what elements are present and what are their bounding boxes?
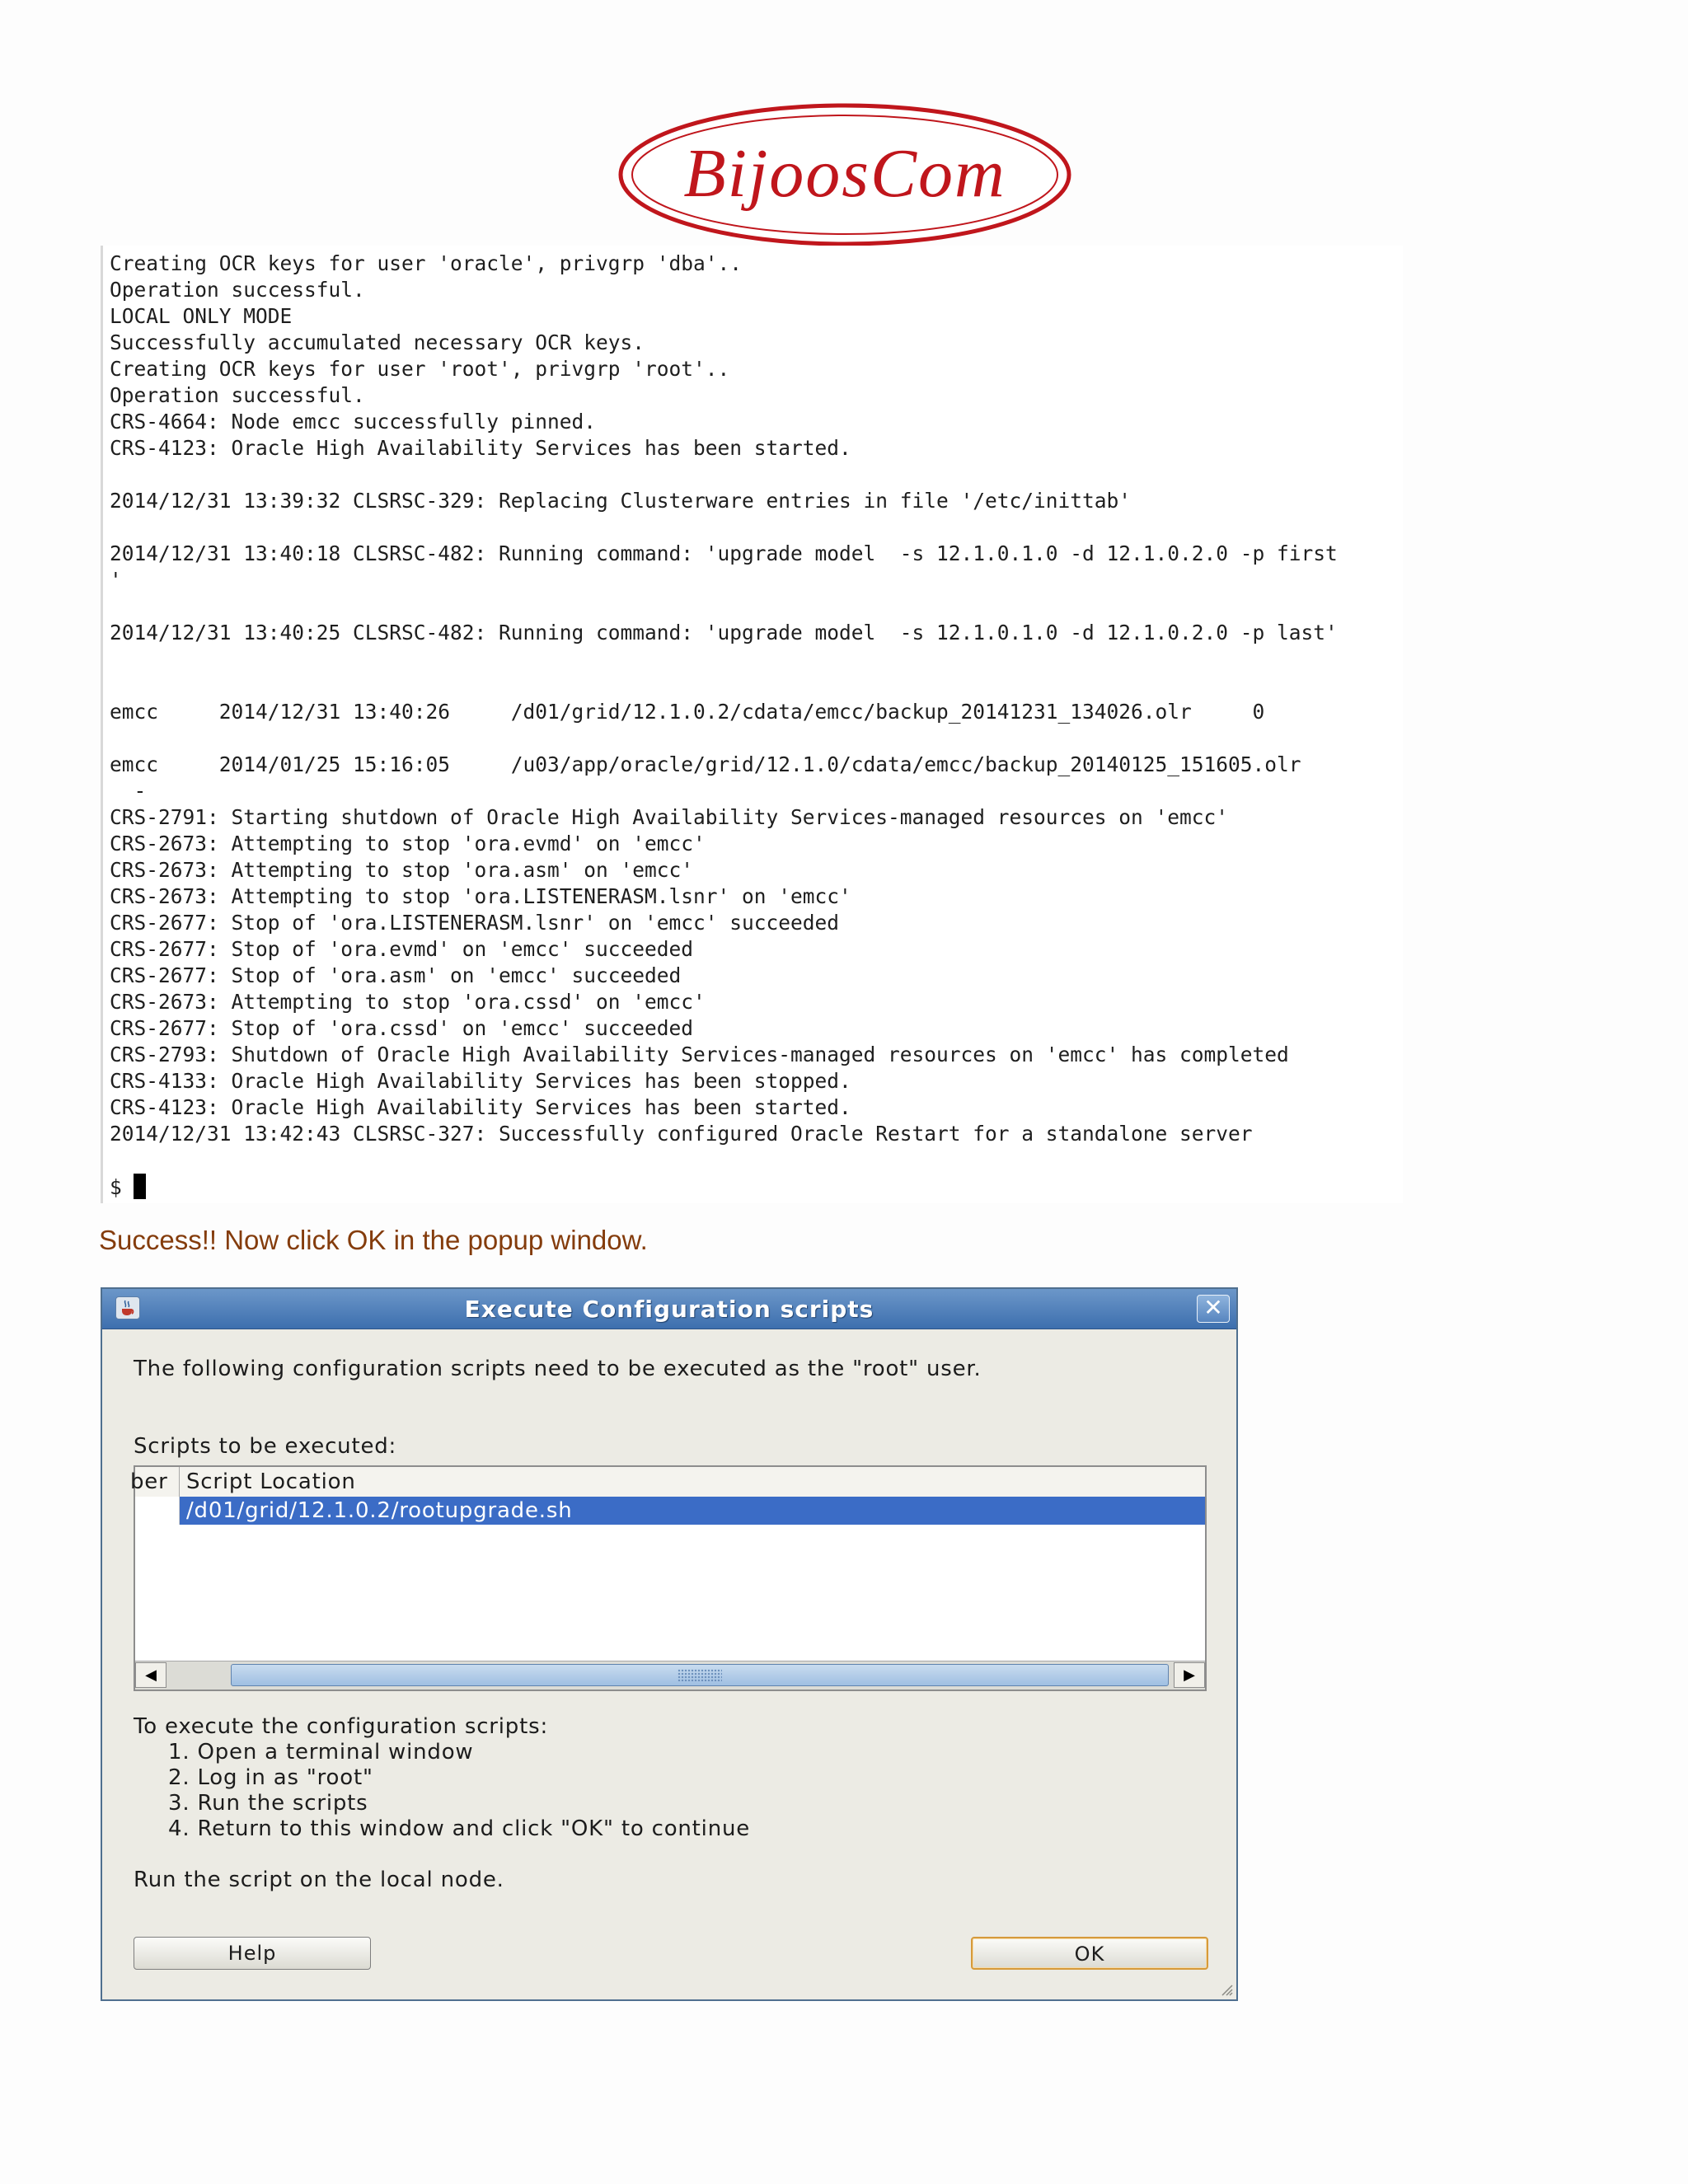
terminal-line: CRS-2673: Attempting to stop 'ora.cssd' on 'emcc' bbox=[110, 990, 706, 1014]
terminal-line bbox=[110, 514, 1403, 541]
terminal-line: emcc 2014/12/31 13:40:26 /d01/grid/12.1.0.2/cdata/emcc/backup_20141231_134026.olr 0 bbox=[110, 700, 1265, 724]
terminal-line: Operation successful. bbox=[110, 278, 365, 302]
instruction-step: 3. Run the scripts bbox=[168, 1791, 368, 1816]
terminal-line: Operation successful. bbox=[110, 383, 365, 407]
dialog-title: Execute Configuration scripts bbox=[464, 1296, 874, 1323]
scripts-label: Scripts to be executed: bbox=[134, 1434, 397, 1459]
scrollbar-thumb[interactable] bbox=[231, 1664, 1169, 1686]
table-row[interactable] bbox=[135, 1497, 1205, 1525]
scroll-left-button[interactable] bbox=[135, 1662, 166, 1688]
terminal-line: CRS-4123: Oracle High Availability Services has been started. bbox=[110, 1095, 851, 1119]
terminal-line bbox=[110, 462, 1403, 488]
terminal-output bbox=[101, 246, 1403, 1203]
terminal-line: Creating OCR keys for user 'root', privgrp 'root'.. bbox=[110, 357, 730, 381]
terminal-line: Successfully accumulated necessary OCR keys. bbox=[110, 330, 645, 354]
dialog-titlebar[interactable] bbox=[102, 1289, 1236, 1329]
horizontal-scrollbar[interactable] bbox=[135, 1661, 1205, 1690]
terminal-line bbox=[110, 725, 1403, 752]
terminal-line: CRS-2677: Stop of 'ora.evmd' on 'emcc' succeeded bbox=[110, 937, 694, 961]
terminal-line bbox=[110, 673, 1403, 699]
terminal-line: CRS-4664: Node emcc successfully pinned. bbox=[110, 410, 597, 434]
terminal-line: CRS-2673: Attempting to stop 'ora.LISTENERASM.lsnr' on 'emcc' bbox=[110, 884, 851, 908]
dialog-intro-text: The following configuration scripts need to be executed as the "root" user. bbox=[134, 1357, 982, 1381]
terminal-line: ' bbox=[110, 568, 122, 592]
arrow-right-icon: ▶ bbox=[1184, 1666, 1195, 1684]
terminal-line: CRS-2793: Shutdown of Oracle High Availability Services-managed resources on 'emcc' has completed bbox=[110, 1043, 1289, 1066]
bijooscom-logo bbox=[614, 101, 1076, 249]
execute-configuration-scripts-dialog bbox=[101, 1287, 1238, 2001]
scripts-table[interactable] bbox=[130, 1465, 1207, 1691]
local-node-note: Run the script on the local node. bbox=[134, 1868, 504, 1892]
terminal-line: CRS-2791: Starting shutdown of Oracle High Availability Services-managed resources on 'emcc' bbox=[110, 805, 1229, 829]
terminal-line: CRS-2677: Stop of 'ora.cssd' on 'emcc' succeeded bbox=[110, 1016, 694, 1040]
terminal-line: CRS-4133: Oracle High Availability Services has been stopped. bbox=[110, 1069, 851, 1093]
terminal-line: Creating OCR keys for user 'oracle', privgrp 'dba'.. bbox=[110, 251, 743, 275]
shell-prompt: $ bbox=[110, 1175, 122, 1199]
script-location-cell[interactable]: /d01/grid/12.1.0.2/rootupgrade.sh bbox=[180, 1497, 1205, 1525]
row-number-cell[interactable] bbox=[135, 1497, 180, 1525]
terminal-line: CRS-2677: Stop of 'ora.asm' on 'emcc' succeeded bbox=[110, 963, 682, 987]
terminal-line bbox=[110, 593, 1403, 620]
terminal-line: CRS-4123: Oracle High Availability Services has been started. bbox=[110, 436, 851, 460]
table-header bbox=[130, 1467, 1205, 1497]
instruction-caption: Success!! Now click OK in the popup window. bbox=[99, 1225, 648, 1255]
terminal-line: 2014/12/31 13:40:25 CLSRSC-482: Running command: 'upgrade model -s 12.1.0.1.0 -d 12.1.0.2.0 -p last' bbox=[110, 621, 1338, 644]
instructions-heading: To execute the configuration scripts: bbox=[134, 1714, 549, 1739]
help-button[interactable]: Help bbox=[134, 1937, 371, 1970]
svg-text:BijoosCom: BijoosCom bbox=[683, 135, 1006, 212]
terminal-line: 2014/12/31 13:40:18 CLSRSC-482: Running command: 'upgrade model -s 12.1.0.1.0 -d 12.1.0.2.0 -p first bbox=[110, 541, 1338, 565]
scroll-right-button[interactable] bbox=[1174, 1662, 1205, 1688]
terminal-line: CRS-2673: Attempting to stop 'ora.evmd' on 'emcc' bbox=[110, 832, 706, 855]
column-header-number[interactable]: ber bbox=[135, 1467, 180, 1497]
instruction-step: 1. Open a terminal window bbox=[168, 1740, 474, 1765]
terminal-line: 2014/12/31 13:42:43 CLSRSC-327: Successfully configured Oracle Restart for a standalone server bbox=[110, 1122, 1253, 1146]
terminal-line: - bbox=[110, 779, 147, 803]
ok-button[interactable]: OK bbox=[971, 1937, 1208, 1970]
terminal-line: emcc 2014/01/25 15:16:05 /u03/app/oracle/grid/12.1.0/cdata/emcc/backup_20140125_151605.olr bbox=[110, 752, 1301, 776]
terminal-cursor bbox=[134, 1174, 146, 1199]
instruction-step: 2. Log in as "root" bbox=[168, 1765, 373, 1790]
terminal-line: 2014/12/31 13:39:32 CLSRSC-329: Replacing Clusterware entries in file '/etc/inittab' bbox=[110, 489, 1132, 513]
terminal-line bbox=[110, 1147, 1403, 1174]
terminal-prompt-line bbox=[110, 1174, 1403, 1200]
grip-icon bbox=[678, 1669, 722, 1681]
terminal-text bbox=[103, 246, 1403, 1200]
column-header-script-location[interactable]: Script Location bbox=[186, 1469, 356, 1494]
arrow-left-icon: ◀ bbox=[145, 1666, 157, 1684]
terminal-line: LOCAL ONLY MODE bbox=[110, 304, 293, 328]
close-icon: ✕ bbox=[1203, 1294, 1223, 1321]
terminal-line: CRS-2673: Attempting to stop 'ora.asm' on 'emcc' bbox=[110, 858, 694, 882]
terminal-line bbox=[110, 646, 1403, 673]
instruction-step: 4. Return to this window and click "OK" to continue bbox=[168, 1816, 751, 1841]
close-button[interactable] bbox=[1197, 1295, 1230, 1323]
terminal-line: CRS-2677: Stop of 'ora.LISTENERASM.lsnr' on 'emcc' succeeded bbox=[110, 911, 840, 935]
resize-grip-icon[interactable] bbox=[1218, 1981, 1233, 1996]
